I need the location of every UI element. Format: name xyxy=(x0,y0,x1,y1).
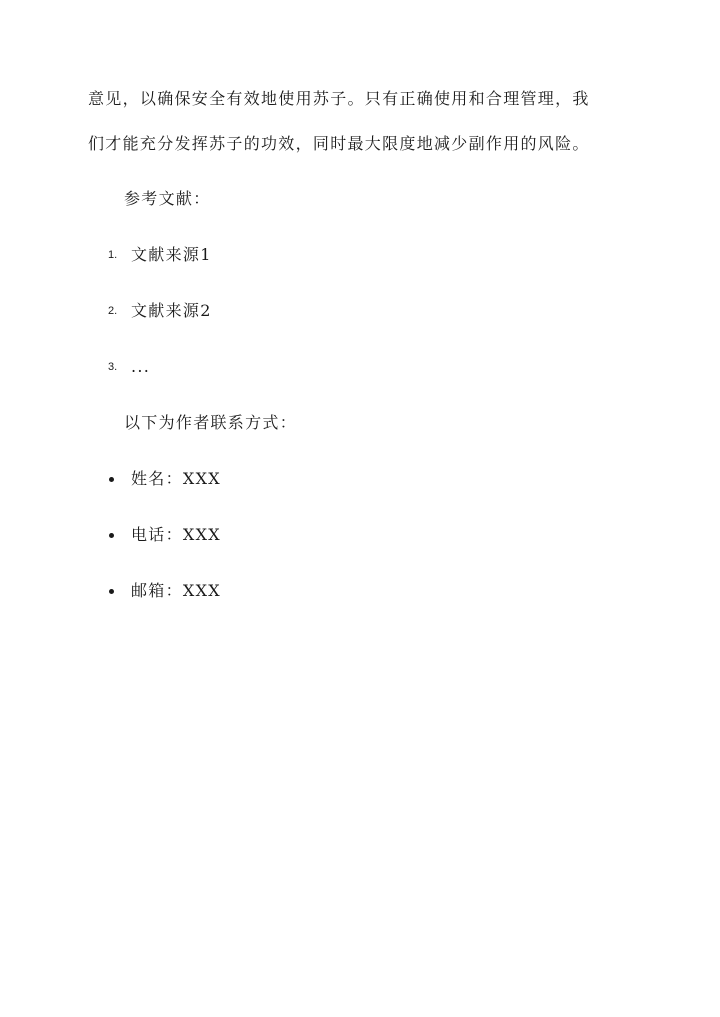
reference-text: 文献来源1 xyxy=(131,245,212,264)
contact-phone-text: 电话：XXX xyxy=(131,525,221,544)
bullet-icon xyxy=(108,533,131,538)
bullet-icon xyxy=(108,589,131,594)
reference-text: ... xyxy=(131,357,151,376)
body-paragraph-line-2: 们才能充分发挥苏子的功效，同时最大限度地减少副作用的风险。 xyxy=(88,134,590,153)
list-number: 2. xyxy=(108,305,118,317)
contact-item xyxy=(108,525,221,545)
list-number: 3. xyxy=(108,361,118,373)
contact-email-text: 邮箱：XXX xyxy=(131,581,221,600)
reference-item xyxy=(108,301,212,321)
contact-item xyxy=(108,581,221,601)
references-heading: 参考文献： xyxy=(124,189,211,208)
reference-item xyxy=(108,245,212,265)
list-number: 1. xyxy=(108,249,118,261)
reference-text: 文献来源2 xyxy=(131,301,212,320)
contact-name-text: 姓名：XXX xyxy=(131,469,221,488)
reference-item xyxy=(108,357,150,377)
body-paragraph-line-1: 意见，以确保安全有效地使用苏子。只有正确使用和合理管理，我 xyxy=(88,89,590,108)
bullet-icon xyxy=(108,477,131,482)
contact-item xyxy=(108,469,221,489)
contact-heading: 以下为作者联系方式： xyxy=(124,413,298,432)
